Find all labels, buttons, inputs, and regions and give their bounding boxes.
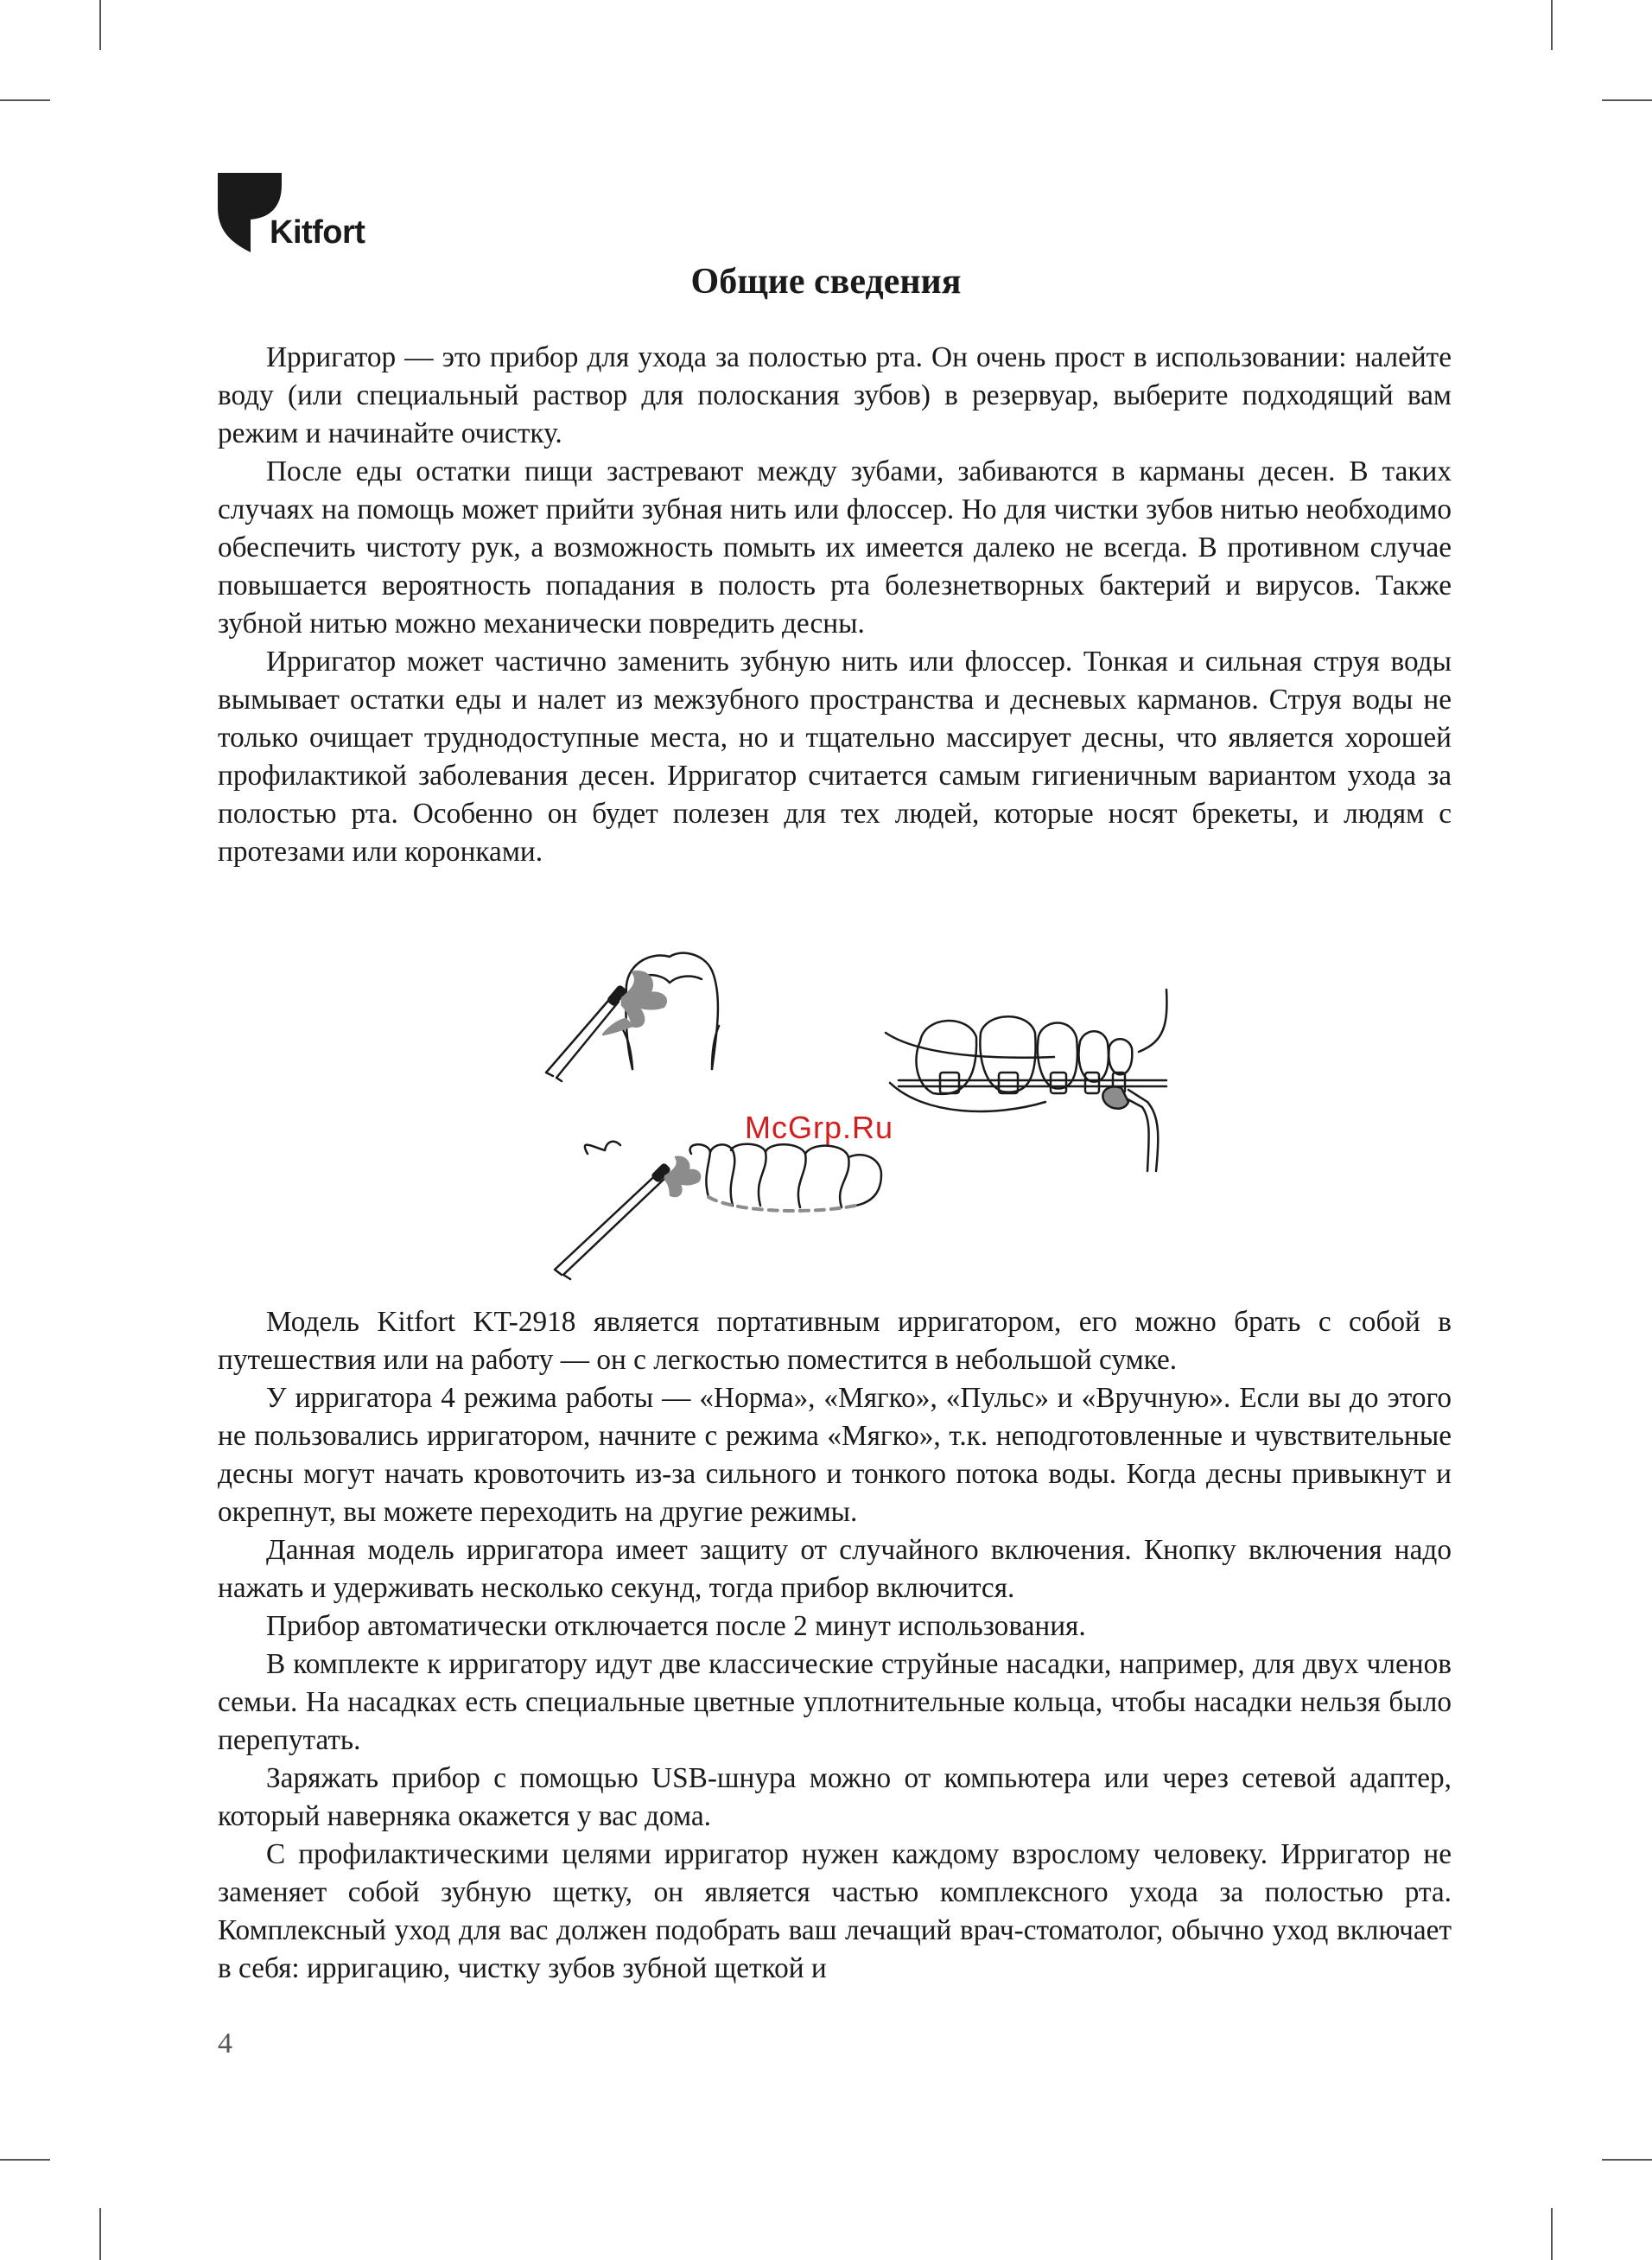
crop-mark [1602, 2159, 1652, 2161]
lower-teeth-drawing [555, 1142, 881, 1279]
crop-mark [1602, 99, 1652, 101]
crop-mark [1551, 0, 1553, 50]
crop-mark [0, 99, 50, 101]
paragraph: Прибор автоматически отключается после 2 минут использования. [266, 1610, 1086, 1642]
brand-name: Kitfort [270, 214, 365, 251]
section-title: Общие сведения [690, 262, 962, 302]
front-tooth-drawing [546, 953, 719, 1081]
paragraph: Ирригатор может частично заменить зубную нить или флоссер. Тонкая и сильная струя воды вымывает остатки еды и налет из межзубного пространства и десневых карманов. Струя воды не только очищает труднодоступные места, но и тщательно массирует десны, что является хорошей профилактикой заболевания десен. Ирригатор считается самым гигиеничным вариантом ухода за полостью рта. Особенно он будет полезен для тех людей, которые носят брекеты, и людям с протезами или коронками. [218, 646, 1452, 868]
crop-mark [99, 0, 101, 50]
body-text-top [218, 339, 1452, 871]
page-number: 4 [218, 2028, 232, 2059]
paragraph: У ирригатора 4 режима работы — «Норма», «Мягко», «Пульс» и «Вручную». Если вы до этого не пользовались ирригатором, начните с режима «Мягко», т.к. неподготовленные и чувствительные десны могут начать кровоточить из-за сильного и тонкого потока воды. Когда десны привыкнут и окрепнут, вы можете переходить на другие режимы. [218, 1382, 1452, 1528]
crop-mark [0, 2159, 50, 2161]
watermark: McGrp.Ru [745, 1110, 894, 1145]
crop-mark [99, 2208, 101, 2260]
paragraph: В комплекте к ирригатору идут две классические струйные насадки, например, для двух членов семьи. На насадках есть специальные цветные уплотнительные кольца, чтобы насадки нельзя было перепутать. [218, 1648, 1452, 1756]
crop-mark [1551, 2208, 1553, 2260]
paragraph: Данная модель ирригатора имеет защиту от случайного включения. Кнопку включения надо нажать и удерживать несколько секунд, тогда прибор включится. [218, 1534, 1452, 1604]
paragraph: После еды остатки пищи застревают между зубами, забиваются в карманы десен. В таких случаях на помощь может прийти зубная нить или флоссер. Но для чистки зубов нитью необходимо обеспечить чистоту рук, а возможность помыть их имеется далеко не всегда. В противном случае повышается вероятность попадания в полость рта болезнетворных бактерий и вирусов. Также зубной нитью можно механически повредить десны. [218, 455, 1452, 640]
paragraph: Заряжать прибор с помощью USB-шнура можно от компьютера или через сетевой адаптер, который наверняка окажется у вас дома. [218, 1762, 1452, 1832]
paragraph: С профилактическими целями ирригатор нужен каждому взрослому человеку. Ирригатор не заменяет собой зубную щетку, он является частью комплексного ухода за полостью рта. Комплексный уход для вас должен подобрать ваш лечащий врач-стоматолог, обычно уход включает в себя: ирригацию, чистку зубов зубной щеткой и [218, 1838, 1452, 1984]
paragraph: Модель Kitfort KT-2918 является портативным ирригатором, его можно брать с собой в путешествия или на работу — он с легкостью поместится в небольшой сумке. [218, 1306, 1452, 1376]
body-text-bottom [218, 1303, 1452, 1988]
paragraph: Ирригатор — это прибор для ухода за полостью рта. Он очень прост в использовании: налейте воду (или специальный раствор для полоскания зубов) в резервуар, выберите подходящий вам режим и начинайте очистку. [218, 341, 1452, 449]
braces-teeth-drawing [886, 990, 1166, 1171]
